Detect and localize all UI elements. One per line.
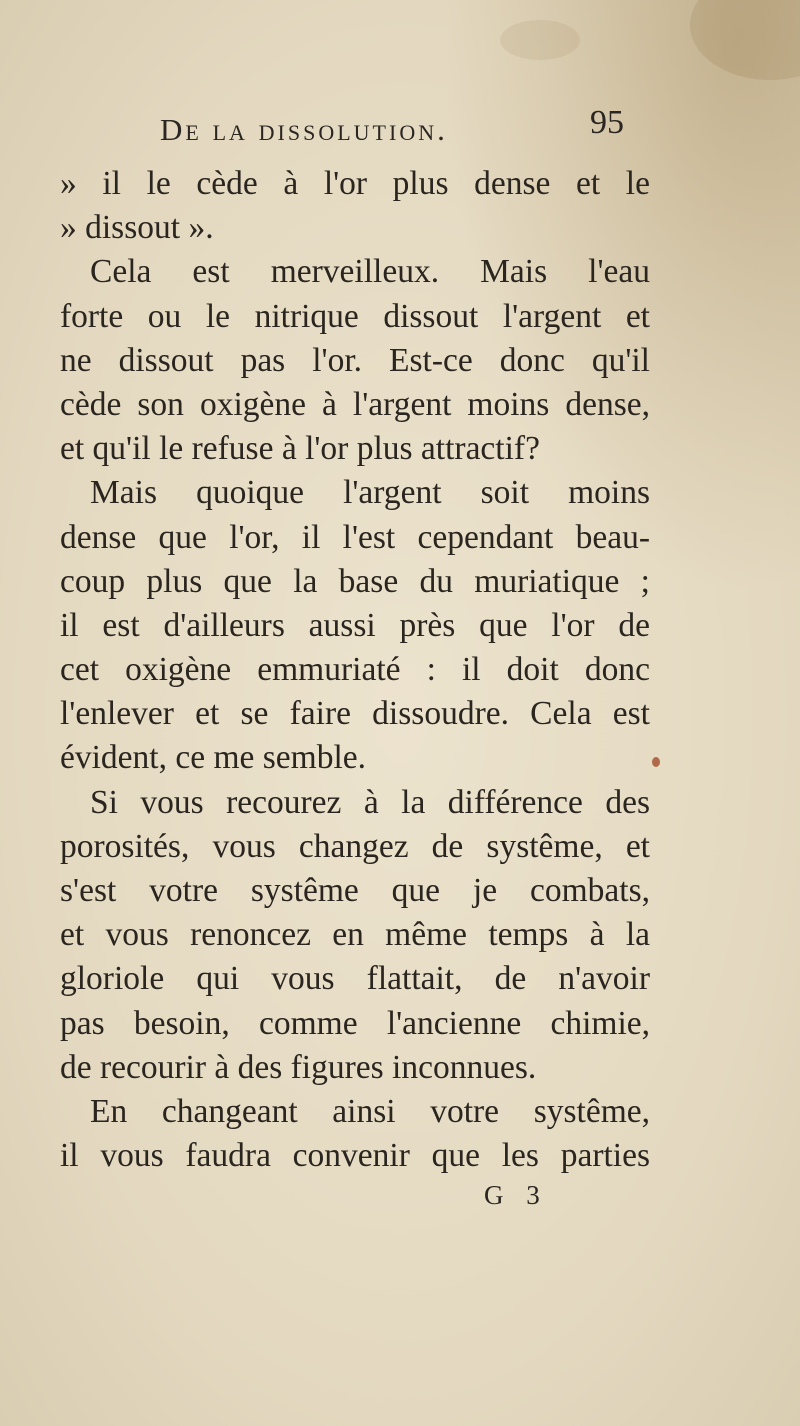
text-line: coup plus que la base du muriatique ; — [60, 562, 650, 600]
paper-stain — [500, 20, 580, 60]
text-line: il est d'ailleurs aussi près que l'or de — [60, 606, 650, 644]
page-number: 95 — [590, 104, 624, 141]
text-line: En changeant ainsi votre systême, — [90, 1092, 650, 1130]
text-line: et qu'il le refuse à l'or plus attractif? — [60, 430, 540, 468]
text-line: » dissout ». — [60, 209, 214, 247]
body-text — [60, 162, 650, 1178]
text-line: Si vous recourez à la différence des — [90, 783, 650, 821]
text-line: évident, ce me semble. — [60, 739, 367, 777]
text-line: et vous renoncez en même temps à la — [60, 916, 650, 954]
text-line: il vous faudra convenir que les parties — [60, 1137, 650, 1175]
text-line: l'enlever et se faire dissoudre. Cela est — [60, 695, 650, 733]
text-line: de recourir à des figures inconnues. — [60, 1048, 537, 1086]
text-line: s'est votre systême que je combats, — [60, 872, 650, 909]
text-line: Mais quoique l'argent soit moins — [90, 474, 650, 512]
paper-stain — [690, 0, 800, 80]
text-line: gloriole qui vous flattait, de n'avoir — [60, 960, 650, 998]
signature-mark: G 3 — [484, 1180, 548, 1210]
running-title: De la dissolution. — [160, 112, 448, 147]
text-line: cet oxigène emmuriaté : il doit donc — [60, 651, 650, 689]
text-line: pas besoin, comme l'ancienne chimie, — [60, 1004, 650, 1042]
text-line: dense que l'or, il l'est cependant beau- — [60, 518, 650, 556]
text-line: ne dissout pas l'or. Est-ce donc qu'il — [60, 341, 650, 379]
page-header — [160, 100, 660, 160]
ink-spot — [652, 757, 660, 767]
text-line: cède son oxigène à l'argent moins dense, — [60, 385, 650, 423]
text-line: Cela est merveilleux. Mais l'eau — [90, 253, 650, 291]
text-line: porosités, vous changez de systême, et — [60, 827, 650, 865]
text-line: forte ou le nitrique dissout l'argent et — [60, 297, 650, 335]
text-line: » il le cède à l'or plus dense et le — [60, 165, 650, 202]
